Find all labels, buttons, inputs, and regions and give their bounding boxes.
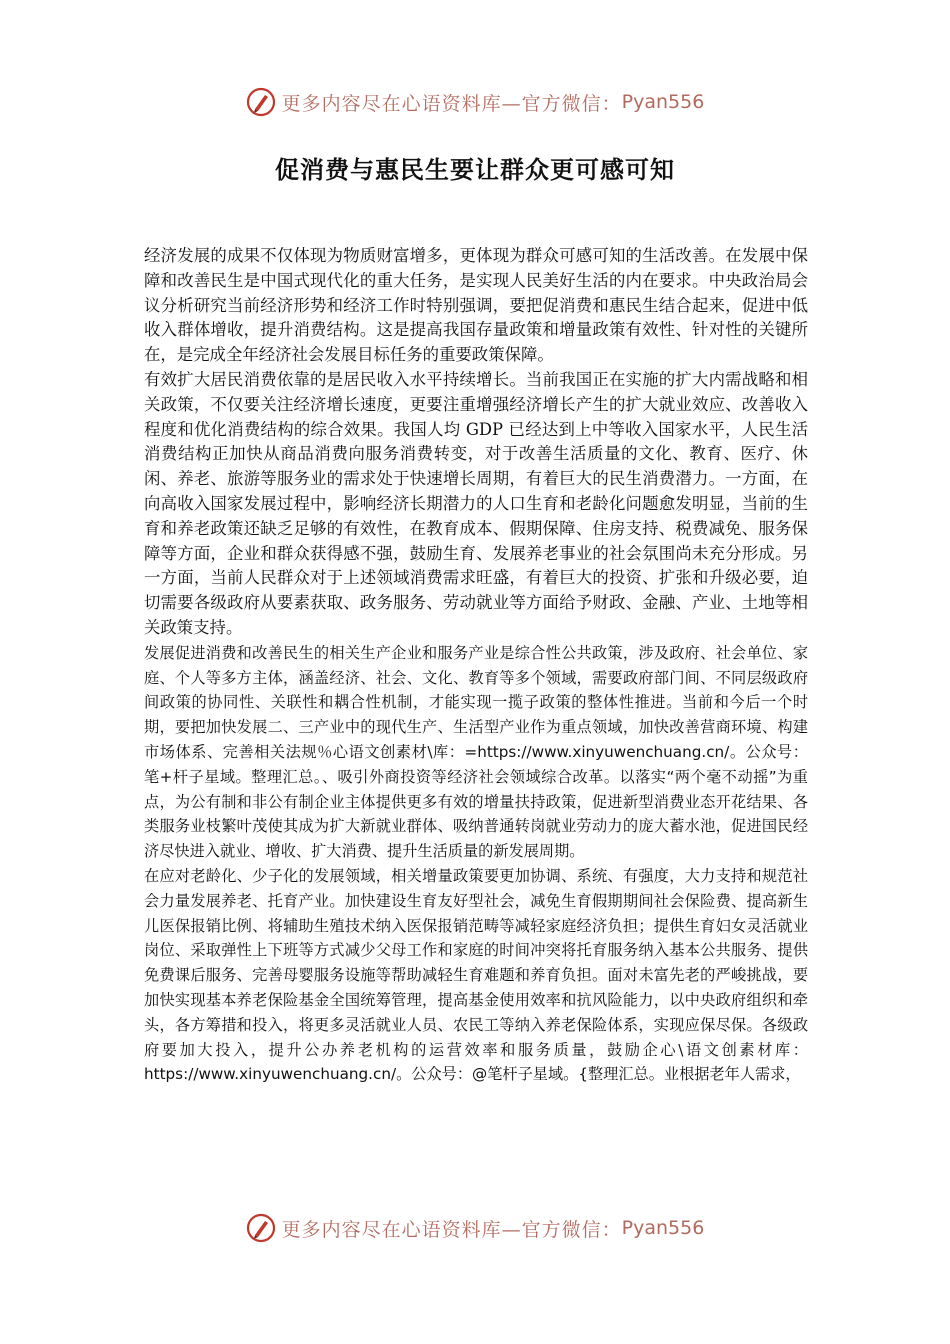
paragraph: 经济发展的成果不仅体现为物质财富增多，更体现为群众可感可知的生活改善。在发展中保障和改善民生是中国式现代化的重大任务，是实现人民美好生活的内在要求。中央政治局会议分析研究当前经济形势和经济工作时特别强调，要把促消费和惠民生结合起来，促进中低收入群体增收，提升消费结构。这是提高我国存量政策和增量政策有效性、针对性的关键所在，是完成全年经济社会发展目标任务的重要政策保障。	[144, 246, 808, 365]
wechat-id: Pyan556	[621, 91, 705, 113]
header-banner	[0, 82, 950, 122]
wechat-id: Pyan556	[621, 1217, 705, 1239]
banner-text: 更多内容尽在心语资料库—官方微信：	[281, 1218, 622, 1241]
article-body	[144, 244, 808, 1087]
page-title: 促消费与惠民生要让群众更可感可知	[275, 155, 675, 184]
pen-logo-icon	[246, 1213, 276, 1243]
banner-text: 更多内容尽在心语资料库—官方微信：	[281, 92, 622, 115]
pen-logo-icon	[246, 87, 276, 117]
paragraph: 有效扩大居民消费依靠的是居民收入水平持续增长。当前我国正在实施的扩大内需战略和相关政策，不仅要关注经济增长速度，更要注重增强经济增长产生的扩大就业效应、改善收入程度和优化消费结构的综合效果。我国人均 GDP 已经达到上中等收入国家水平，人民生活消费结构正加快从商品消费向服务消费转变，对于改善生活质量的文化、教育、医疗、休闲、养老、旅游等服务业的需求处于快速增长周期，有着巨大的民生消费潜力。一方面，在向高收入国家发展过程中，影响经济长期潜力的人口生育和老龄化问题愈发明显，当前的生育和养老政策还缺乏足够的有效性，在教育成本、假期保障、住房支持、税费减免、服务保障等方面，企业和群众获得感不强，鼓励生育、发展养老事业的社会氛围尚未充分形成。另一方面，当前人民群众对于上述领域消费需求旺盛，有着巨大的投资、扩张和升级必要，迫切需要各级政府从要素获取、政务服务、劳动就业等方面给予财政、金融、产业、土地等相关政策支持。	[144, 369, 808, 637]
paragraph: 发展促进消费和改善民生的相关生产企业和服务产业是综合性公共政策，涉及政府、社会单位、家庭、个人等多方主体，涵盖经济、社会、文化、教育等多个领域，需要政府部门间、不同层级政府间政策的协同性、关联性和耦合性机制，才能实现一揽子政策的整体性推进。当前和今后一个时期，要把加快发展二、三产业中的现代生产、生活型产业作为重点领域，加快改善营商环境、构建市场体系、完善相关法规％心语文创素材\库：=https://www.xinyuwenchuang.cn/。公众号：笔+杆子星域。整理汇总。、吸引外商投资等经济社会领域综合改革。以落实“两个毫不动摇”为重点，为公有制和非公有制企业主体提供更多有效的增量扶持政策，促进新型消费业态开花结果、各类服务业枝繁叶茂使其成为扩大新就业群体、吸纳普通转岗就业劳动力的庞大蓄水池，促进国民经济尽快进入就业、增收、扩大消费、提升生活质量的新发展周期。	[144, 643, 808, 861]
paragraph: 在应对老龄化、少子化的发展领域，相关增量政策要更加协调、系统、有强度，大力支持和规范社会力量发展养老、托育产业。加快建设生育友好型社会，减免生育假期期间社会保险费、提高新生儿医保报销比例、将辅助生殖技术纳入医保报销范畴等减轻家庭经济负担；提供生育妇女灵活就业岗位、采取弹性上下班等方式减少父母工作和家庭的时间冲突将托育服务纳入基本公共服务、提供免费课后服务、完善母婴服务设施等帮助减轻生育难题和养育负担。面对未富先老的严峻挑战，要加快实现基本养老保险基金全国统筹管理，提高基金使用效率和抗风险能力，以中央政府组织和牵头，各方筹措和投入，将更多灵活就业人员、农民工等纳入养老保险体系，实现应保尽保。各级政府要加大投入，提升公办养老机构的运营效率和服务质量，鼓励企心\语文创素材库：https://www.xinyuwenchuang.cn/。公众号：@笔杆子星域。{整理汇总。业根据老年人需求，	[144, 866, 808, 1084]
footer-banner	[0, 1208, 950, 1248]
